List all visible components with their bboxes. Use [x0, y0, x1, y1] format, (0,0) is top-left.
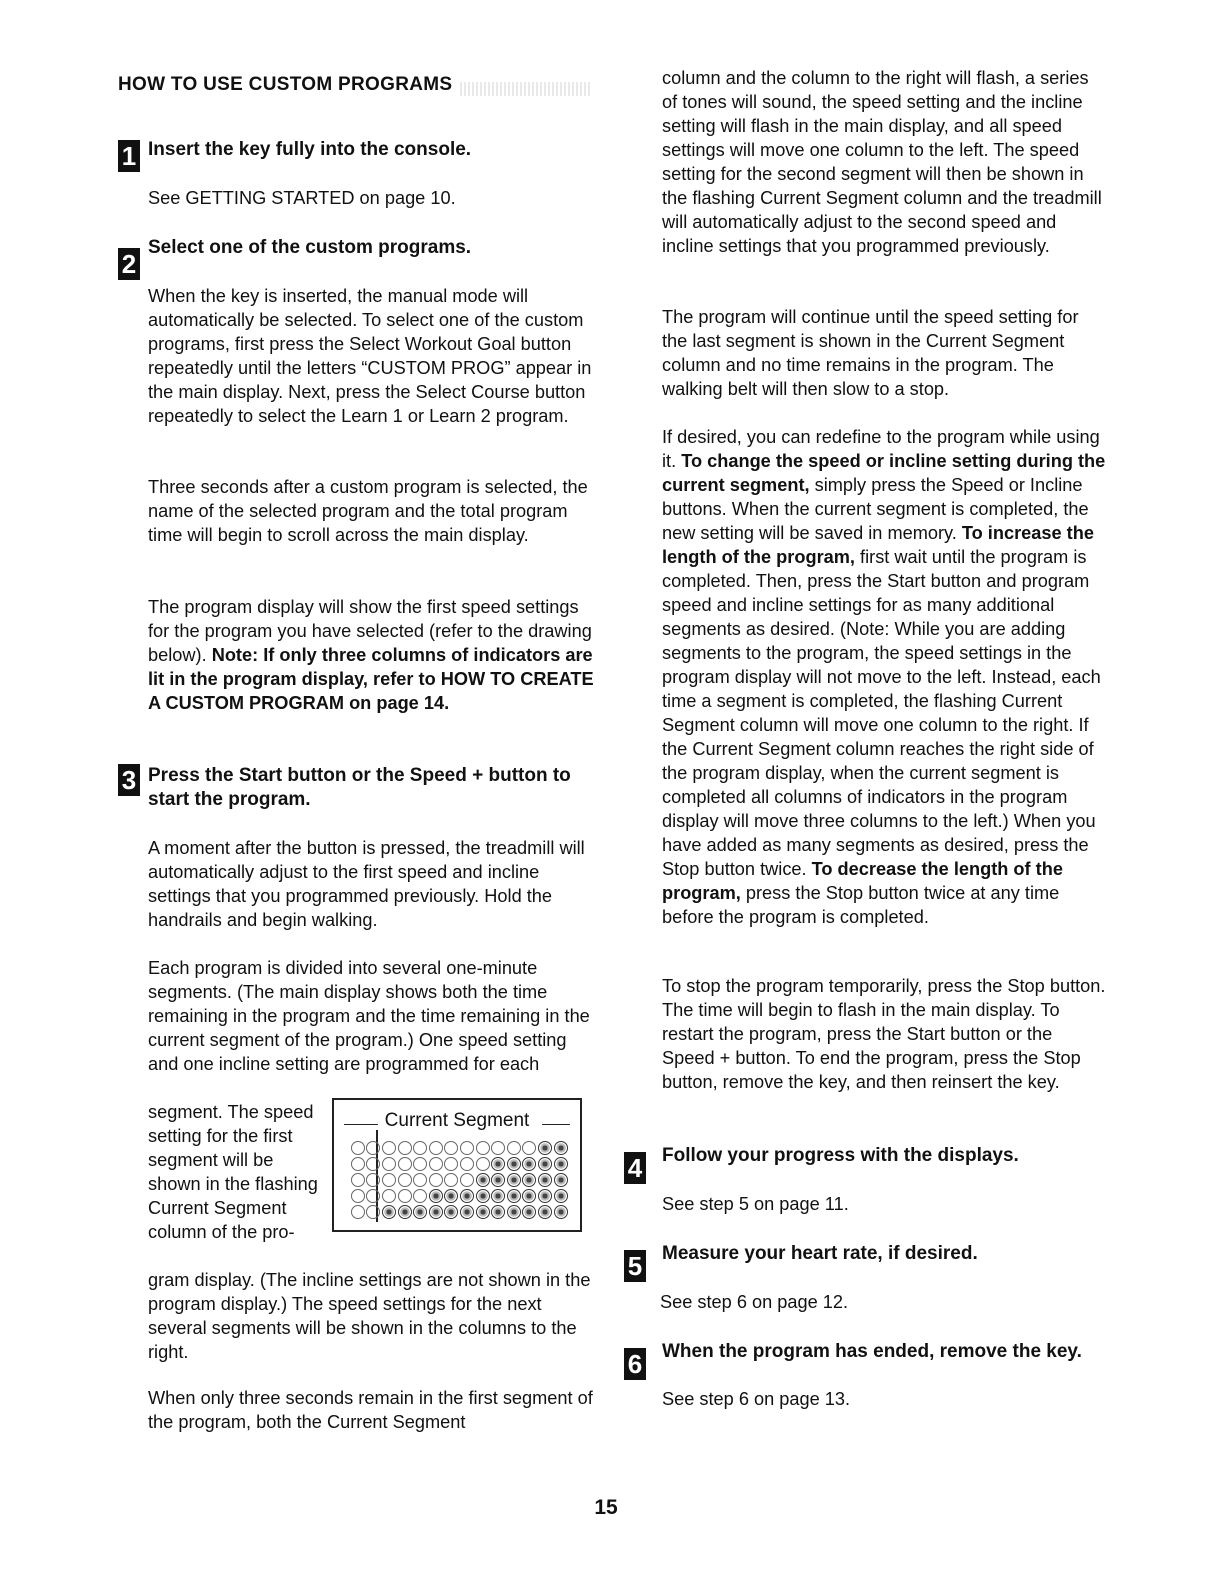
- step-4-title: Follow your progress with the displays.: [662, 1145, 1019, 1166]
- led-indicator: [351, 1157, 365, 1171]
- step-5-title: Measure your heart rate, if desired.: [662, 1243, 978, 1264]
- led-indicator: [398, 1189, 412, 1203]
- led-indicator: [538, 1157, 552, 1171]
- step-1-body: See GETTING STARTED on page 10.: [148, 188, 456, 208]
- led-indicator: [460, 1189, 474, 1203]
- led-indicator: [507, 1173, 521, 1187]
- rp3-text-a: If desired, you can redefine to the program while using it.: [662, 427, 1100, 471]
- led-indicator: [398, 1173, 412, 1187]
- led-indicator: [476, 1141, 490, 1155]
- led-indicator: [554, 1173, 568, 1187]
- led-row: [350, 1140, 580, 1156]
- led-indicator: [366, 1141, 380, 1155]
- step-1-title: Insert the key fully into the console.: [148, 139, 472, 160]
- led-indicator: [366, 1205, 380, 1219]
- step-number-5: 5: [624, 1250, 646, 1282]
- step-2-paragraph-2: Three seconds after a custom program is selected, the name of the selected program and the total program time will begin to scroll across the main display.: [148, 477, 588, 545]
- led-indicator: [460, 1157, 474, 1171]
- led-indicator: [507, 1205, 521, 1219]
- led-indicator: [522, 1141, 536, 1155]
- led-indicator: [476, 1205, 490, 1219]
- led-indicator: [351, 1173, 365, 1187]
- led-indicator: [554, 1157, 568, 1171]
- step-number-4: 4: [624, 1152, 646, 1184]
- rp3-bold-decrease: To decrease the length of the program,: [662, 859, 1063, 903]
- led-indicator: [491, 1141, 505, 1155]
- rp3-text-e: first wait until the program is completed. Then, press the Start button and program speed and incline settings for as many additional segments as desired. (Note: While you are adding segments to the program, the speed settings in the program display will not move to the left. Instead, each time a segment is completed, the flashing Current Segment column will move one column to the right. If the Current Segment column reaches the right side of the program display, when the current segment is completed all columns of indicators in the program display will move three columns to the left.) When you have added as many segments as desired, press the Stop button twice.: [662, 547, 1101, 879]
- heading-decoration: [460, 82, 592, 96]
- led-indicator: [460, 1141, 474, 1155]
- led-row: [350, 1204, 580, 1220]
- step-5-body: See step 6 on page 12.: [660, 1292, 849, 1312]
- led-indicator: [538, 1189, 552, 1203]
- led-indicator: [507, 1141, 521, 1155]
- right-paragraph-4: To stop the program temporarily, press the Stop button. The time will begin to flash in the main display. To restart the program, press the Start button or the Speed + button. To end the program, press the Stop button, remove the key, and then reinsert the key.: [662, 976, 1106, 1092]
- led-indicator: [382, 1173, 396, 1187]
- step-3-title: Press the Start button or the Speed + button to start the program.: [148, 765, 571, 810]
- led-indicator: [382, 1157, 396, 1171]
- step-number-3: 3: [118, 764, 140, 796]
- led-indicator: [413, 1157, 427, 1171]
- led-indicator: [522, 1205, 536, 1219]
- led-indicator: [491, 1189, 505, 1203]
- step-2-paragraph-1: When the key is inserted, the manual mode will automatically be selected. To select one of the custom programs, first press the Select Workout Goal button repeatedly until the letters “CUSTOM PROG” appear in the main display. Next, press the Select Course button repeatedly to select the Learn 1 or Learn 2 program.: [148, 286, 592, 426]
- led-indicator: [429, 1173, 443, 1187]
- rp3-bold-increase: To increase the length of the program,: [662, 523, 1094, 567]
- step-4-body: See step 5 on page 11.: [662, 1194, 849, 1214]
- led-row: [350, 1156, 580, 1172]
- led-indicator: [429, 1157, 443, 1171]
- step-number-6: 6: [624, 1348, 646, 1380]
- led-row: [350, 1188, 580, 1204]
- step-3-paragraph-2a: Each program is divided into several one-minute segments. (The main display shows both the time remaining in the program and the time remaining in the current segment of the program.) One speed setting and one incline setting are programmed for each: [148, 958, 590, 1074]
- led-indicator: [413, 1205, 427, 1219]
- led-indicator-grid: [350, 1140, 580, 1222]
- program-display-figure: [332, 1098, 582, 1232]
- step-2-note: Note: If only three columns of indicators are lit in the program display, refer to HOW TO CREATE A CUSTOM PROGRAM on page 14.: [148, 645, 594, 713]
- led-indicator: [476, 1157, 490, 1171]
- led-indicator: [476, 1173, 490, 1187]
- led-indicator: [491, 1205, 505, 1219]
- right-paragraph-2: The program will continue until the speed setting for the last segment is shown in the Current Segment column and no time remains in the program. The walking belt will then slow to a stop.: [662, 307, 1079, 399]
- figure-label-rule-right: [542, 1124, 570, 1125]
- led-indicator: [382, 1141, 396, 1155]
- right-paragraph-1: column and the column to the right will flash, a series of tones will sound, the speed setting and the incline setting will flash in the main display, and all speed settings will move one column to the left. The speed setting for the second segment will then be shown in the flashing Current Segment column and the treadmill will automatically adjust to the second speed and incline settings that you programmed previously.: [662, 68, 1102, 256]
- led-indicator: [429, 1189, 443, 1203]
- page-number: 15: [594, 1496, 618, 1519]
- step-number-2: 2: [118, 248, 140, 280]
- step-3-paragraph-2b: segment. The speed setting for the first segment will be shown in the flashing Current Segment column of the pro-: [148, 1102, 318, 1242]
- led-indicator: [491, 1173, 505, 1187]
- step-number-1: 1: [118, 140, 140, 172]
- led-indicator: [554, 1205, 568, 1219]
- led-indicator: [538, 1141, 552, 1155]
- led-indicator: [491, 1157, 505, 1171]
- led-indicator: [554, 1189, 568, 1203]
- led-indicator: [398, 1157, 412, 1171]
- step-3-paragraph-2c: gram display. (The incline settings are not shown in the program display.) The speed settings for the next several segments will be shown in the columns to the right.: [148, 1270, 591, 1362]
- right-paragraph-3: [662, 425, 1108, 929]
- led-indicator: [460, 1205, 474, 1219]
- step-2-title: Select one of the custom programs.: [148, 237, 472, 258]
- led-indicator: [444, 1189, 458, 1203]
- led-indicator: [507, 1189, 521, 1203]
- led-indicator: [366, 1157, 380, 1171]
- step-6-title: When the program has ended, remove the key.: [662, 1341, 1082, 1362]
- led-indicator: [429, 1141, 443, 1155]
- step-3-paragraph-3: When only three seconds remain in the first segment of the program, both the Current Segment: [148, 1388, 593, 1432]
- step-2-paragraph-3: [148, 595, 596, 715]
- led-indicator: [413, 1141, 427, 1155]
- led-indicator: [351, 1189, 365, 1203]
- led-indicator: [398, 1141, 412, 1155]
- led-indicator: [554, 1141, 568, 1155]
- led-indicator: [351, 1141, 365, 1155]
- led-indicator: [444, 1157, 458, 1171]
- led-indicator: [382, 1205, 396, 1219]
- led-indicator: [460, 1173, 474, 1187]
- figure-label: Current Segment: [384, 1110, 530, 1131]
- led-indicator: [413, 1189, 427, 1203]
- led-indicator: [398, 1205, 412, 1219]
- led-row: [350, 1172, 580, 1188]
- led-indicator: [351, 1205, 365, 1219]
- led-indicator: [444, 1141, 458, 1155]
- led-indicator: [429, 1205, 443, 1219]
- led-indicator: [538, 1205, 552, 1219]
- led-indicator: [522, 1173, 536, 1187]
- led-indicator: [476, 1189, 490, 1203]
- step-3-paragraph-1: A moment after the button is pressed, the treadmill will automatically adjust to the first speed and incline settings that you programmed previously. Hold the handrails and begin walking.: [148, 838, 585, 930]
- led-indicator: [444, 1173, 458, 1187]
- led-indicator: [538, 1173, 552, 1187]
- step-6-body: See step 6 on page 13.: [662, 1389, 851, 1409]
- led-indicator: [507, 1157, 521, 1171]
- led-indicator: [444, 1205, 458, 1219]
- led-indicator: [522, 1157, 536, 1171]
- led-indicator: [382, 1189, 396, 1203]
- rp3-text-g: press the Stop button twice at any time before the program is completed.: [662, 883, 1060, 927]
- step-2-paragraph-3-text: The program display will show the first speed settings for the program you have selected (refer to the drawing below).: [148, 597, 592, 665]
- section-heading: HOW TO USE CUSTOM PROGRAMS: [118, 74, 453, 95]
- led-indicator: [413, 1173, 427, 1187]
- rp3-bold-change: To change the speed or incline setting during the current segment,: [662, 451, 1106, 495]
- led-indicator: [522, 1189, 536, 1203]
- led-indicator: [366, 1173, 380, 1187]
- led-indicator: [366, 1189, 380, 1203]
- rp3-text-c: simply press the Speed or Incline buttons. When the current segment is completed, the new setting will be saved in memory.: [662, 475, 1089, 543]
